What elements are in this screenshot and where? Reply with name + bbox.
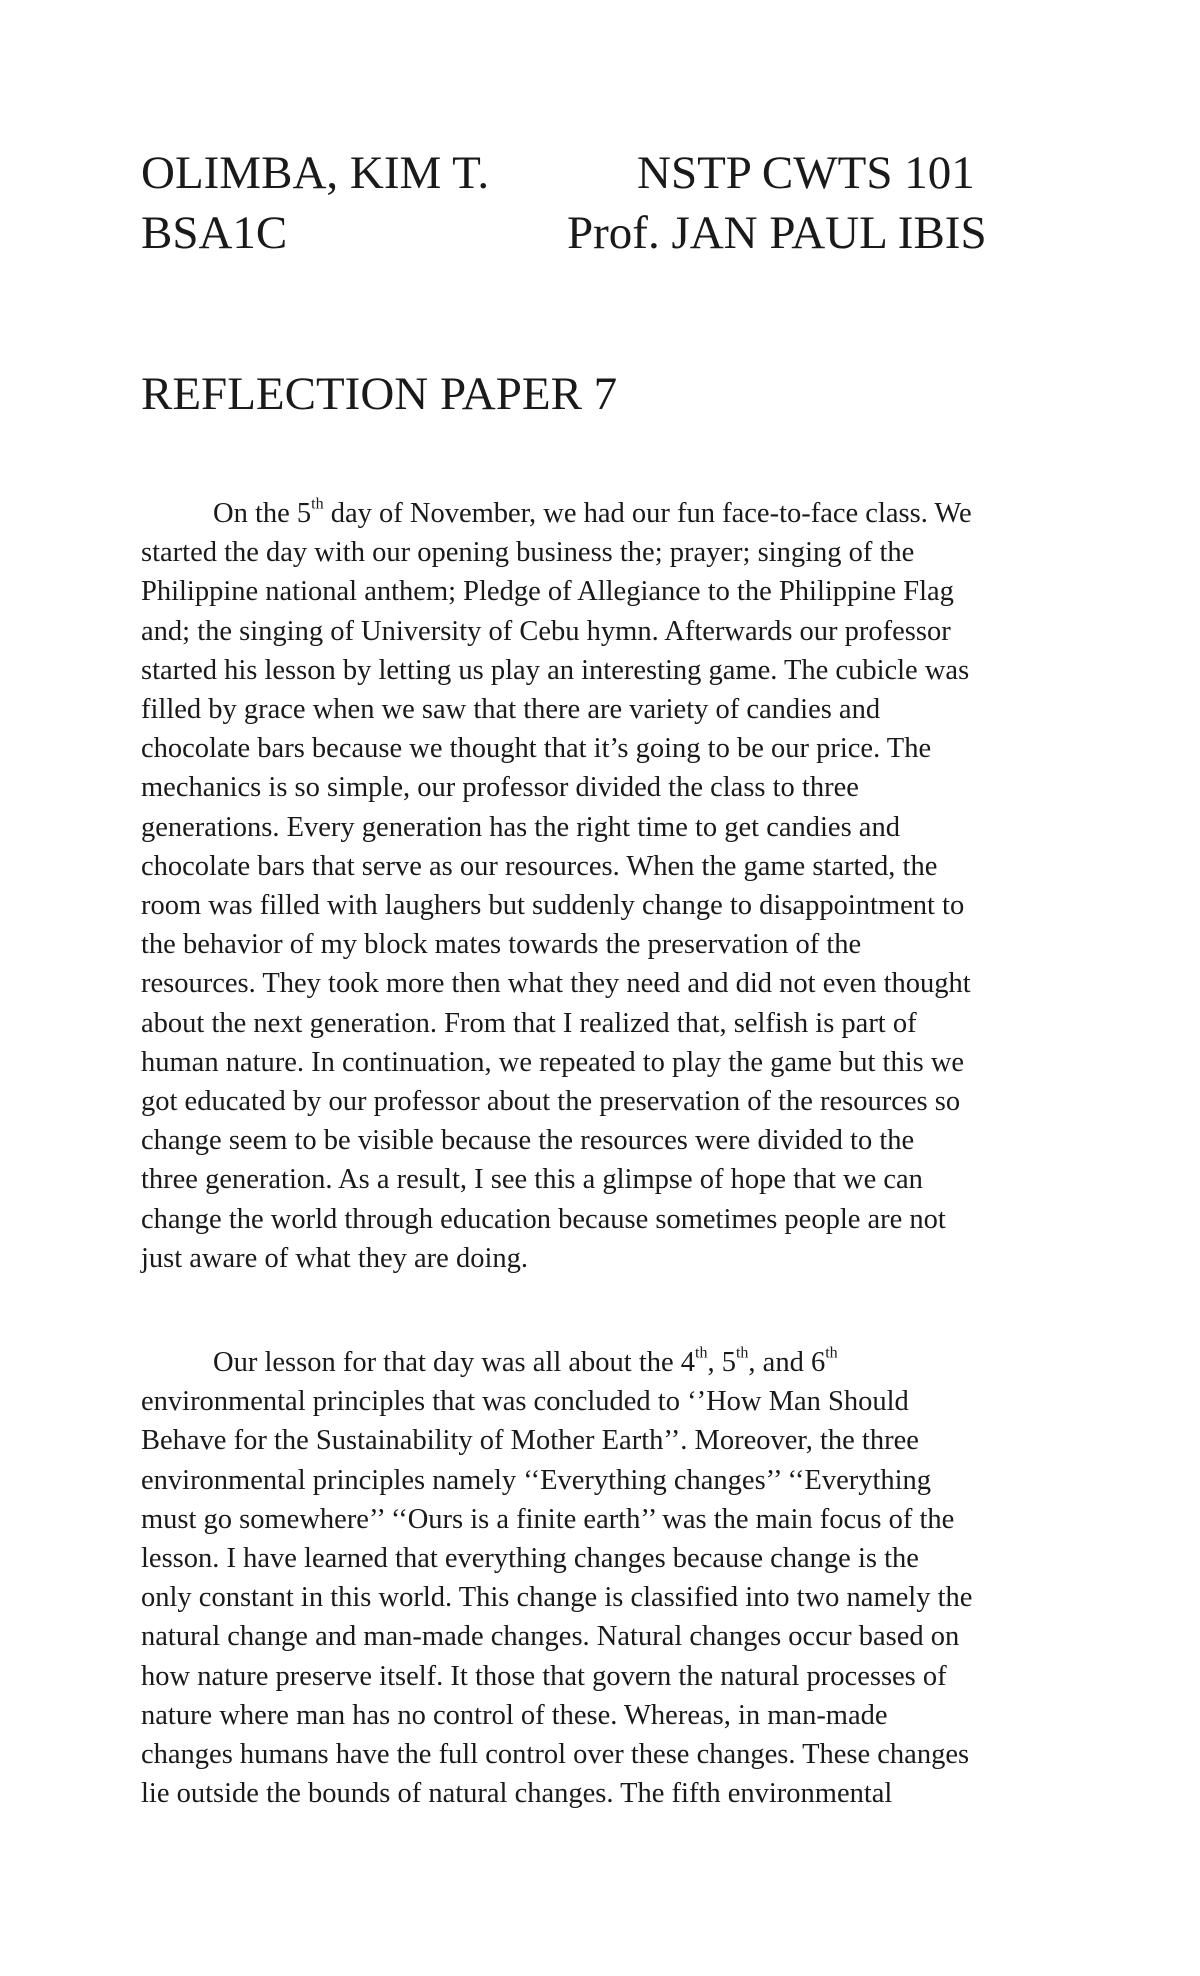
- paragraph-line: chocolate bars because we thought that it’s going to be our price. The: [141, 733, 932, 765]
- paragraph-line: about the next generation. From that I realized that, selfish is part of: [141, 1007, 917, 1039]
- paragraph-line: lesson. I have learned that everything changes because change is the: [141, 1543, 919, 1575]
- paragraph-line: nature where man has no control of these. Whereas, in man-made: [141, 1699, 888, 1731]
- paragraph-line: and; the singing of University of Cebu hymn. Afterwards our professor: [141, 615, 951, 647]
- paragraph-line: chocolate bars that serve as our resources. When the game started, the: [141, 850, 938, 882]
- course-code: NSTP CWTS 101: [637, 147, 975, 199]
- paragraph-line: Philippine national anthem; Pledge of Allegiance to the Philippine Flag: [141, 576, 954, 608]
- student-section: BSA1C: [141, 207, 288, 259]
- paragraph-1-first-line: On the 5th day of November, we had our fun face-to-face class. We: [213, 495, 972, 529]
- paragraph-1: [141, 494, 1081, 1278]
- paragraph-line: natural change and man-made changes. Natural changes occur based on: [141, 1621, 960, 1653]
- paragraph-line: Behave for the Sustainability of Mother Earth’’. Moreover, the three: [141, 1425, 919, 1457]
- paragraph-line: resources. They took more then what they need and did not even thought: [141, 968, 971, 1000]
- paragraph-line: just aware of what they are doing.: [141, 1242, 528, 1274]
- paragraph-line: started his lesson by letting us play an interesting game. The cubicle was: [141, 654, 970, 686]
- paragraph-line: changes humans have the full control over these changes. These changes: [141, 1739, 970, 1771]
- paragraph-line: mechanics is so simple, our professor divided the class to three: [141, 772, 859, 804]
- paragraph-2-first-line: Our lesson for that day was all about the 4th, 5th, and 6th: [213, 1344, 838, 1378]
- paper-title: REFLECTION PAPER 7: [141, 368, 618, 420]
- paragraph-line: the behavior of my block mates towards the preservation of the: [141, 929, 862, 961]
- paragraph-line: change seem to be visible because the resources were divided to the: [141, 1125, 915, 1157]
- paragraph-line: three generation. As a result, I see this a glimpse of hope that we can: [141, 1164, 923, 1196]
- paragraph-line: human nature. In continuation, we repeated to play the game but this we: [141, 1046, 965, 1078]
- paragraph-line: how nature preserve itself. It those that govern the natural processes of: [141, 1660, 947, 1692]
- paragraph-2: [141, 1343, 1081, 1813]
- paragraph-line: room was filled with laughers but suddenly change to disappointment to: [141, 890, 965, 922]
- paragraph-line: environmental principles that was concluded to ‘’How Man Should: [141, 1386, 909, 1418]
- paragraph-line: must go somewhere’’ ‘‘Ours is a finite earth’’ was the main focus of the: [141, 1503, 955, 1535]
- paragraph-line: environmental principles namely ‘‘Everything changes’’ ‘‘Everything: [141, 1464, 932, 1496]
- paragraph-line: started the day with our opening business the; prayer; singing of the: [141, 537, 915, 569]
- professor-name: Prof. JAN PAUL IBIS: [567, 207, 987, 259]
- paragraph-line: got educated by our professor about the preservation of the resources so: [141, 1086, 961, 1118]
- paragraph-line: lie outside the bounds of natural changes. The fifth environmental: [141, 1778, 893, 1810]
- paragraph-line: filled by grace when we saw that there are variety of candies and: [141, 694, 881, 726]
- paragraph-line: generations. Every generation has the right time to get candies and: [141, 811, 900, 843]
- paragraph-line: only constant in this world. This change is classified into two namely the: [141, 1582, 973, 1614]
- student-name: OLIMBA, KIM T.: [141, 147, 490, 199]
- paragraph-line: change the world through education because sometimes people are not: [141, 1203, 946, 1235]
